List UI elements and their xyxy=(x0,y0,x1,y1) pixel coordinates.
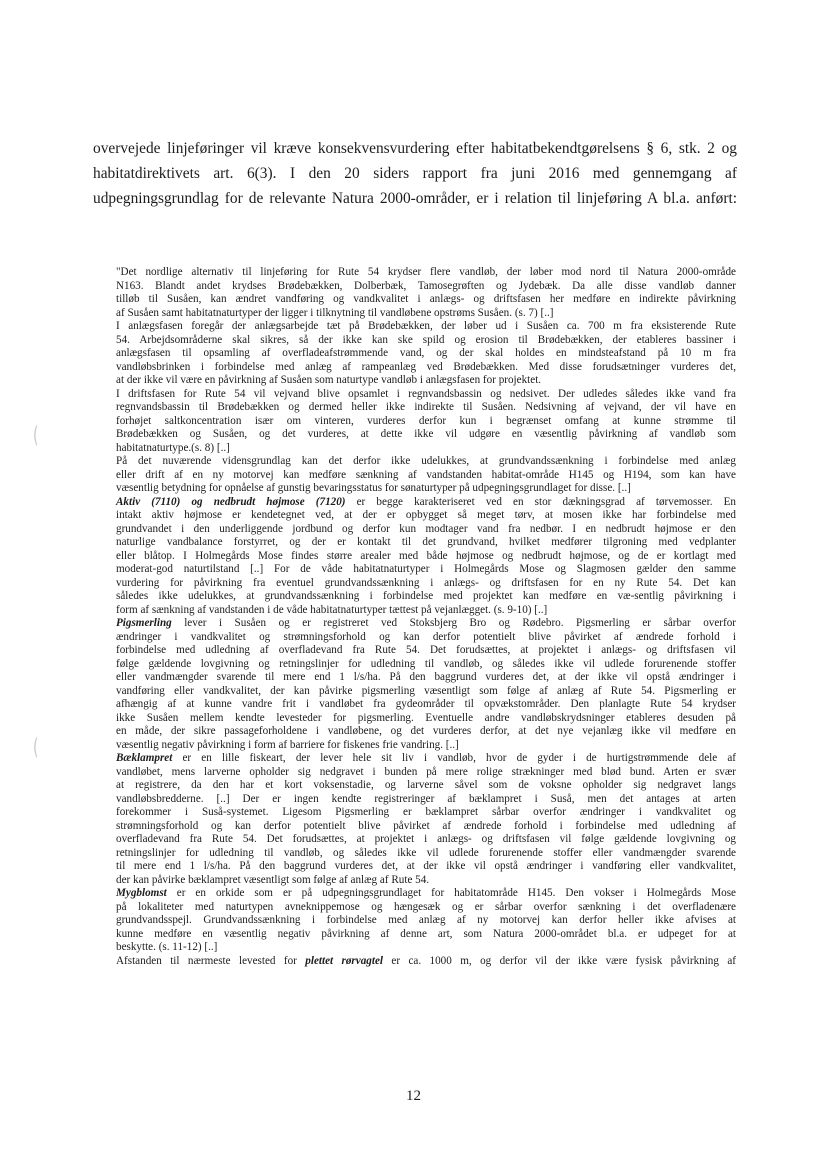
quote-line: vurdering for påvirkning fra eventuel grundvandssænkning i anlægs- og driftsfasen for en ny Rute 54. Det kan xyxy=(116,576,736,589)
intro-line: udpegningsgrundlag for de relevante Natura 2000-områder, er i relation til linjeføring A bl.a. anført: xyxy=(93,190,737,207)
quote-line: kunne medføre en væsentlig negativ påvirkning af denne art, som Natura 2000-området bl.a. er udpeget for at xyxy=(116,927,736,940)
quote-paragraph-4 xyxy=(116,455,736,496)
quote-line: "Det nordlige alternativ til linjeføring for Rute 54 krydser flere vandløb, der løber mod nord til Natura 2000-område xyxy=(116,266,736,278)
quote-line: væsentlig negativ påvirkning i form af barriere for fiskenes frie vandring. [..] xyxy=(116,738,459,751)
intro-line: habitatdirektivets art. 6(3). I den 20 siders rapport fra juni 2016 med gennemgang af xyxy=(93,165,737,182)
scan-margin-mark: ( xyxy=(33,735,39,761)
quote-line: retningslinjer for udledning til vandløb, og således ikke vil udlede forurenende stoffer eller vandmængder svarende xyxy=(116,846,736,859)
quote-text: er ca. 1000 m, og derfor vil der ikke være fysisk påvirkning af xyxy=(383,954,737,967)
species-term: Bæklampret xyxy=(116,752,173,764)
species-term: Pigsmerling xyxy=(116,617,172,629)
quote-line: I anlægsfasen foregår der anlægsarbejde tæt på Brødebækken, der løber ud i Susåen ca. 700 m fra eksisterende Rute xyxy=(116,320,736,332)
quote-line: I driftsfasen for Rute 54 vil vejvand blive opsamlet i regnvandsbassin og nedsivet. Der udledes således ikke vand fra xyxy=(116,387,736,400)
block-quote xyxy=(116,266,736,968)
quote-paragraph-8 xyxy=(116,887,736,955)
quote-text: er en lille fiskeart, der lever hele sit liv i vandløb, hvor de gyder i de hurtigstrømmende dele af xyxy=(172,752,736,764)
quote-line: væsentlig betydning for opnåelse af gunstig bevaringsstatus for sønaturtyper på udpegningsgrundlaget for disse. [..] xyxy=(116,482,631,494)
quote-line: eller drift af en ny motorvej kan medføre sænkning af vandstanden habitat-område H145 og H194, som kan have xyxy=(116,468,736,481)
quote-line: anlægsfasen til opsamling af overfladeafstrømmende vand, og der skal holdes en mindsteafstand på 10 m fra xyxy=(116,347,736,359)
quote-line: vandføring eller vandkvalitet, der kan påvirke pigsmerling væsentligt som følge af anlæg af Rute 54. Pigsmerling er xyxy=(116,684,736,697)
quote-line: grundvandsspejl. Grundvandssænkning i forbindelse med anlæg af ny motorvej kan derfor heller ikke afvises at xyxy=(116,914,736,926)
quote-line: 54. Arbejdsområderne skal sikres, så der ikke kan ske spild og erosion til Brødebækken, der etableres bassiner i xyxy=(116,333,736,346)
quote-line: således ikke udelukkes, at grundvandssænkning i forbindelse med projektet kan medføre en væ-sentlig påvirkning i xyxy=(116,590,736,602)
quote-line: følge gældende lovgivning og retningslinjer for udledning til vandløb, og således ikke vil udlede forurenende stoffer xyxy=(116,657,736,670)
quote-line: moderat-god naturtilstand [..] For de våde habitatnaturtyper i Holmegårds Mose og Slagmosen gælder den samme xyxy=(116,563,736,575)
quote-paragraph-9 xyxy=(116,955,736,969)
quote-line: af Susåen samt habitatnaturtyper der ligger i tilknytning til vandløbene opstrøms Susåen. (s. 7) [..] xyxy=(116,306,554,319)
quote-line: der kan påvirke bæklampret væsentligt som følge af anlæg af Rute 54. xyxy=(116,873,430,886)
quote-paragraph-1 xyxy=(116,266,736,320)
quote-line: en måde, der sikre passageforholdene i vandløbene, og det vurderes derfor, at det nye vejanlæg ikke vil medføre en xyxy=(116,725,736,737)
quote-line: afhængig af at kunne vandre frit i vandløbet fra gydeområder til opvækstområder. Den planlagte Rute 54 krydser xyxy=(116,698,736,710)
quote-line xyxy=(116,955,736,969)
quote-paragraph-6 xyxy=(116,617,736,752)
page-number: 12 xyxy=(406,1088,421,1104)
quote-line: overfladevand fra Rute 54. Det forudsættes, at projektet i anlægs- og driftsfasen vil følge gældende lovgivning og xyxy=(116,833,736,845)
quote-line xyxy=(116,752,736,766)
quote-line: til mere end 1 l/s/ha. På den baggrund vurderes det, at der ikke vil opstå ændringer i vandføring eller vandkvalitet, xyxy=(116,860,736,872)
species-term: plettet rørvagtel xyxy=(305,954,383,967)
quote-line: vandløbet, mens larverne opholder sig nedgravet i bunden på mere rolige strækninger med blød bund. Arten er svær xyxy=(116,765,736,778)
quote-line: forbindelse med udledning af overfladevand fra Rute 54. Det forudsættes, at projektet i anlægs- og driftsfasen vil xyxy=(116,644,736,656)
quote-text: lever i Susåen og er registreret ved Stoksbjerg Bro og Rødebro. Pigsmerling er sårbar overfor xyxy=(171,617,736,629)
quote-line: at registrere, da den har et kort voksenstadie, og larverne såvel som de voksne opholder sig nedgravet langs xyxy=(116,779,736,791)
intro-line: overvejede linjeføringer vil kræve konsekvensvurdering efter habitatbekendtgørelsens § 6, stk. 2 og xyxy=(93,140,737,157)
quote-line: forekommer i Suså-systemet. Ligesom Pigsmerling er bæklampret sårbar overfor ændringer i vandkvalitet og xyxy=(116,806,736,818)
quote-line: regnvandsbassin til Brødebækken og dermed heller ikke indirekte til Susåen. Nedsivning af vejvand, der vil have en xyxy=(116,401,736,413)
quote-line: vandløbsbredderne. [..] Der er ingen kendte registreringer af bæklampret i Suså, men det antages at arten xyxy=(116,792,736,805)
intro-paragraph xyxy=(93,136,737,211)
quote-text: Afstanden til nærmeste levested for xyxy=(116,954,306,967)
quote-line: tilløb til Susåen, kan ændret vandføring og vandkvalitet i anlægs- og driftsfasen her medføre en indirekte påvirkning xyxy=(116,293,736,305)
quote-line: ændringer i vandkvalitet og strømningsforhold og kan derfor potentielt blive påvirket af ændrede forhold i xyxy=(116,630,736,643)
quote-line: På det nuværende vidensgrundlag kan det derfor ikke udelukkes, at grundvandssænkning i forbindelse med anlæg xyxy=(116,455,736,467)
quote-line: intakt aktiv højmose er kendetegnet ved, at der er opbygget så meget tørv, at mosen ikke har forbindelse med xyxy=(116,509,736,521)
quote-line: vandløbsbrinken i forbindelse med anlæg af rampeanlæg ved Brødebækken. Med disse forudsætninger vurderes det, xyxy=(116,360,736,373)
quote-paragraph-7 xyxy=(116,752,736,887)
quote-line xyxy=(116,496,736,510)
species-term: Mygblomst xyxy=(116,887,167,899)
quote-line: N163. Blandt andet krydses Brødebækken, Dolberbæk, Tamosegrøften og Jydebæk. Da alle disse vandløb danner xyxy=(116,279,736,292)
quote-line xyxy=(116,887,736,901)
scan-margin-mark: ( xyxy=(33,423,39,449)
quote-line: eller vandmængder svarende til mere end 1 l/s/ha. På den baggrund vurderes det, at der ikke vil opstå ændringer i xyxy=(116,671,736,683)
habitat-type-term: Aktiv (7110) og nedbrudt højmose (7120) xyxy=(116,495,346,508)
quote-paragraph-3 xyxy=(116,388,736,456)
quote-paragraph-2 xyxy=(116,320,736,388)
quote-line: beskytte. (s. 11-12) [..] xyxy=(116,941,218,953)
quote-line xyxy=(116,617,736,631)
quote-text: er begge karakteriseret ved en stor dækningsgrad af tørvemosser. En xyxy=(345,495,736,508)
quote-line: habitatnaturtype.(s. 8) [..] xyxy=(116,441,230,454)
quote-line: Brødebækken og Susåen, og det vurderes, at dette ikke vil udgøre en væsentlig påvirkning af vandløb som xyxy=(116,428,736,440)
quote-line: naturlige vandbalance forstyrret, og der er kontakt til det grundvand, hvilket medfører tilgroning med vedplanter xyxy=(116,536,736,548)
quote-line: eller blåtop. I Holmegårds Mose findes større arealer med både højmose og nedbrudt højmose, og de er kortlagt med xyxy=(116,549,736,562)
quote-line: grundvandet i den underliggende jordbund og derfor kun modtager vand fra nedbør. I en nedbrudt højmose er den xyxy=(116,522,736,535)
quote-line: strømningsforhold og kan derfor potentielt blive påvirket af ændrede forhold i forbindelse med udledning af xyxy=(116,819,736,832)
quote-text: er en orkide som er på udpegningsgrundlaget for habitatområde H145. Den vokser i Holmegårds Mose xyxy=(166,887,736,899)
quote-line: at der ikke vil være en påvirkning af Susåen som naturtype vandløb i anlægsfasen for projektet. xyxy=(116,374,542,386)
quote-line: forhøjet saltkoncentration især om vinteren, vurderes derfor kun i begrænset omfang at kunne strømme til xyxy=(116,414,736,427)
quote-line: ikke Susåen mellem kendte levesteder for pigsmerling. Eventuelle andre vandløbskrydsninger etableres desuden på xyxy=(116,711,736,724)
quote-line: på lokaliteter med naturtypen avneknippemose og hængesæk og er sårbar overfor sænkning i det overfladenære xyxy=(116,900,736,913)
quote-line: form af sænkning af vandstanden i de våde habitatnaturtyper tættest på vejanlægget. (s. 9-10) [..] xyxy=(116,603,548,616)
quote-paragraph-5 xyxy=(116,496,736,618)
